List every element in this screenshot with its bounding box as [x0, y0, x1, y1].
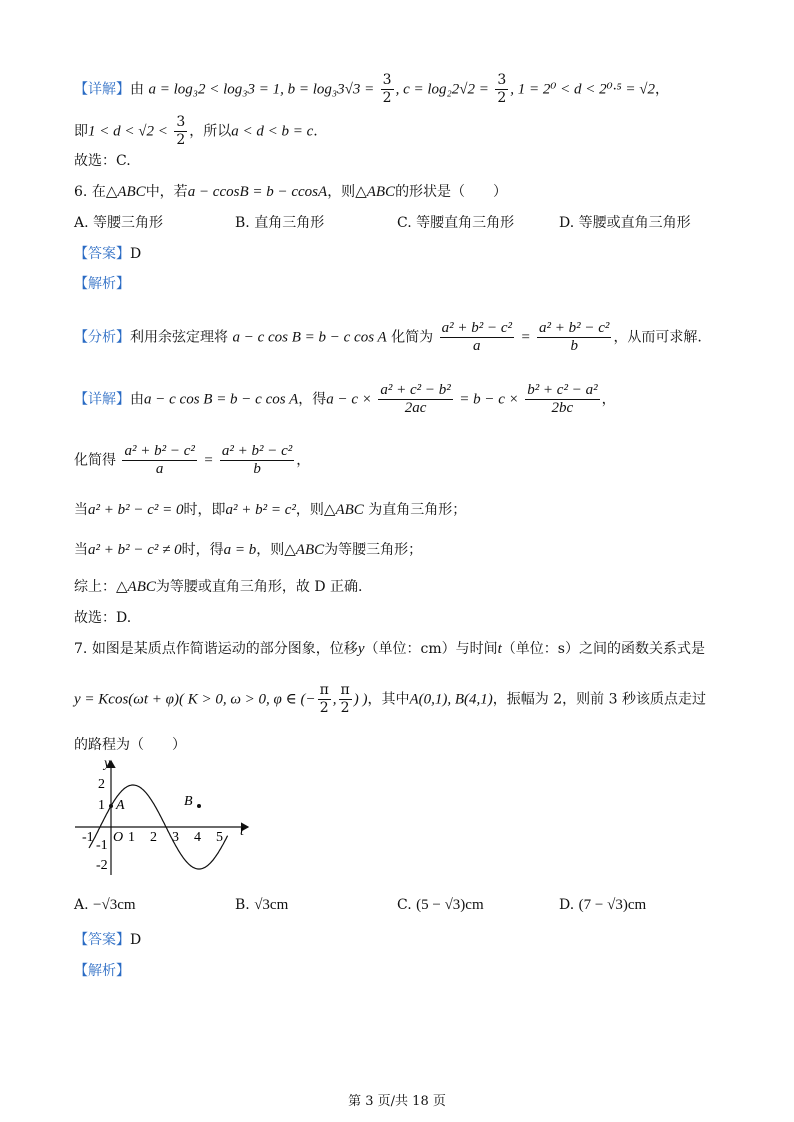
detail-math: a = log₃2 < log₃3 = 1, b = log₃3√3 = — [148, 81, 375, 98]
point-a-label: A — [116, 798, 125, 813]
q6-detail-line: 【详解】由a − c cos B = b − c cos A，得a − c × $\frac{\text{a² + c² − b²}}{2ac}$ = b − c × $\frac{\text{b² + c² − a²}}{2bc}$ ， — [74, 382, 616, 416]
q7-analysis-tag: 【解析】 — [74, 963, 130, 979]
y-tick-neg1: -1 — [96, 838, 108, 853]
fraction: $\frac{\text{a² + c² − b²}}{2ac}$ — [380, 382, 451, 416]
q5-choose: 故选：C. — [74, 153, 131, 169]
fraction: $\frac{\text{a² + b² − c²}}{a}$ — [124, 443, 195, 477]
q5-line2: 即1 < d < √2 < $\frac{3}{2}$ ，所以a < d < b = c. — [74, 114, 318, 148]
q6-summary: 综上：△ABC为等腰或直角三角形，故 D 正确. — [74, 579, 363, 595]
fraction: $\frac{\pi}{2}$ — [319, 682, 329, 716]
q7-stem-1: 7. 如图是某质点作简谐运动的部分图象，位移y（单位：cm）与时间t（单位：s）之间的函数关系式是 — [74, 641, 705, 657]
fraction: $\frac{\text{a² + b² − c²}}{b}$ — [539, 320, 610, 354]
x-tick-5: 5 — [216, 830, 223, 845]
t-axis-label: t — [240, 824, 244, 839]
point-a — [109, 804, 113, 808]
q6-option-c: C. 等腰直角三角形 — [397, 215, 515, 231]
q5-detail-line: 【详解】由 a = log₃2 < log₃3 = 1, b = log₃3√3 = $\frac{3}{2}$ , c = log₂2√2 = $\frac{3}{2}$ , 1 = 2⁰ < d < 2⁰·⁵ = √2， — [74, 72, 669, 106]
page-footer: 第 3 页/共 18 页 — [348, 1094, 446, 1109]
y-tick-2: 2 — [98, 777, 105, 792]
q7-option-d: D. (7 − √3)cm — [559, 897, 647, 913]
q6-answer: 【答案】D — [74, 246, 142, 262]
detail-tag: 【详解】 — [74, 81, 130, 98]
x-tick-2: 2 — [150, 830, 157, 845]
fraction: $\frac{\text{b² + c² − a²}}{2bc}$ — [527, 382, 598, 416]
y-tick-1: 1 — [98, 798, 105, 813]
fraction: $\frac{\pi}{2}$ — [340, 682, 350, 716]
q6-fenxi-line: 【分析】利用余弦定理将 a − c cos B = b − c cos A 化简为 $\frac{\text{a² + b² − c²}}{a}$ = $\frac{\text{a² + b² − c²}}{b}$ ，从而可求解. — [74, 320, 702, 354]
q7-option-c: C. (5 − √3)cm — [397, 897, 484, 913]
fraction: $\frac{3}{2}$ — [382, 72, 392, 106]
fraction: $\frac{3}{2}$ — [497, 72, 507, 106]
q6-stem: 6. 在△ABC中，若a − ccosB = b − ccosA，则△ABC的形状是（ ） — [74, 184, 508, 200]
x-tick-3: 3 — [172, 830, 179, 845]
q6-simplify-line: 化简得 $\frac{\text{a² + b² − c²}}{a}$ = $\frac{\text{a² + b² − c²}}{b}$ ， — [74, 443, 311, 477]
q6-option-b: B. 直角三角形 — [235, 215, 325, 231]
q7-option-b: B. √3cm — [235, 897, 289, 913]
q7-stem-3: 的路程为（ ） — [74, 737, 186, 753]
q7-stem-2: y = Kcos(ωt + φ)( K > 0, ω > 0, φ ∈ (− $\frac{\pi}{2}$ , $\frac{\pi}{2}$ ) )，其中A(0,1), B(4,1)，振幅为 2，则前 3 秒该质点走过 — [74, 682, 706, 716]
q7-answer: 【答案】D — [74, 932, 142, 948]
q6-case1: 当a² + b² − c² = 0时，即a² + b² = c²，则△ABC 为直角三角形； — [74, 502, 467, 518]
x-tick-neg1: -1 — [82, 830, 94, 845]
q6-option-d: D. 等腰或直角三角形 — [559, 215, 691, 231]
y-axis-label: y — [104, 756, 111, 771]
q6-analysis-tag: 【解析】 — [74, 276, 130, 292]
q6-case2: 当a² + b² − c² ≠ 0时，得a = b，则△ABC为等腰三角形； — [74, 542, 423, 558]
point-b — [197, 804, 201, 808]
q6-choose: 故选：D. — [74, 610, 132, 626]
fraction: $\frac{\text{a² + b² − c²}}{a}$ — [441, 320, 512, 354]
fraction: $\frac{3}{2}$ — [176, 114, 186, 148]
fraction: $\frac{\text{a² + b² − c²}}{b}$ — [221, 443, 293, 477]
origin-label: O — [113, 830, 124, 845]
q7-option-a: A. −√3cm — [74, 897, 136, 913]
x-tick-1: 1 — [128, 830, 135, 845]
y-tick-neg2: -2 — [96, 858, 108, 873]
x-tick-4: 4 — [194, 830, 201, 845]
shm-graph — [70, 755, 260, 880]
q6-option-a: A. 等腰三角形 — [74, 215, 164, 231]
point-b-label: B — [184, 794, 193, 809]
